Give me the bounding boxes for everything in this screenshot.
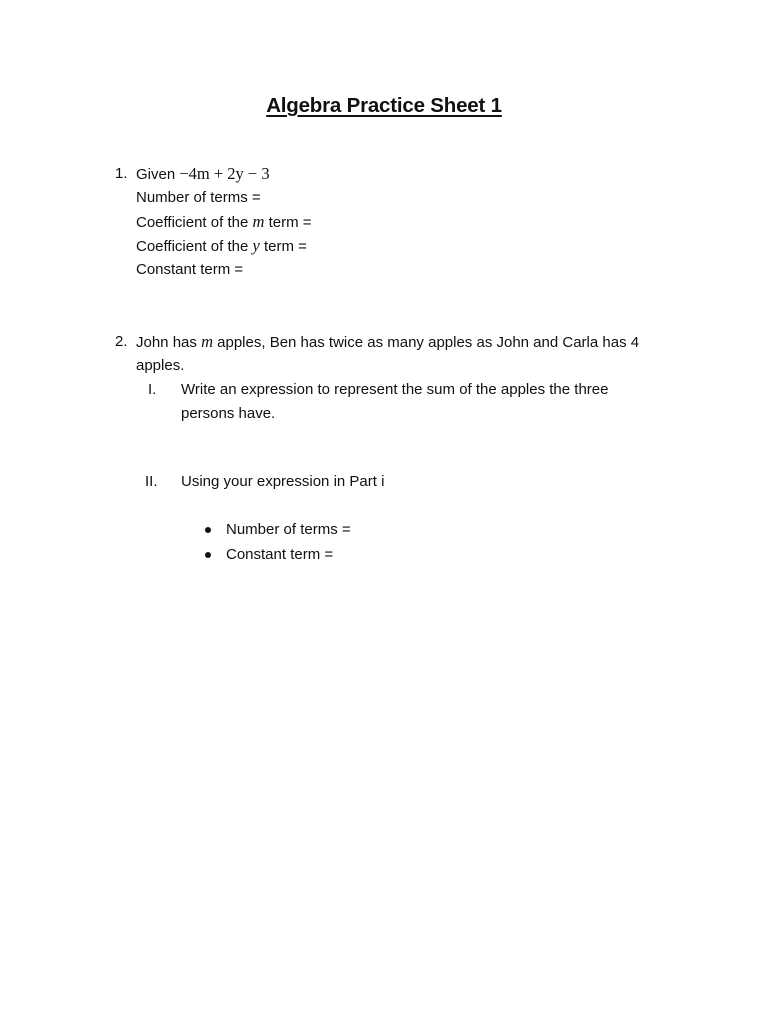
q1-constant-term: Constant term = <box>136 261 244 278</box>
q1-coefficient-m-suffix: term = <box>268 214 312 231</box>
q2-part1-line2: persons have. <box>181 405 276 422</box>
page-title: Algebra Practice Sheet 1 <box>266 94 502 117</box>
q2-text-after: apples, Ben has twice as many apples as John and Carla has 4 <box>217 334 640 351</box>
bullet-icon <box>205 527 211 533</box>
q2-part2-label: II. <box>145 473 158 490</box>
q2-part2-bullet-constant-term: Constant term = <box>226 546 334 563</box>
q1-coefficient-y-suffix: term = <box>263 238 307 255</box>
q1-expression: −4m + 2y − 3 <box>179 164 270 183</box>
q1-coefficient-m-label: Coefficient of the <box>136 214 249 231</box>
q1-number-of-terms: Number of terms = <box>136 189 261 206</box>
bullet-icon <box>205 552 211 558</box>
q1-coefficient-y-label: Coefficient of the <box>136 238 249 255</box>
q1-coefficient-m <box>136 212 312 233</box>
q2-number: 2. <box>115 333 128 350</box>
q2-text-before: John has <box>136 334 197 351</box>
q2-part1-label: I. <box>148 381 157 398</box>
q1-variable-m: m <box>252 212 265 231</box>
q2-text-line1 <box>136 332 639 353</box>
q2-part2-bullet-number-of-terms: Number of terms = <box>226 521 351 538</box>
q1-given-label: Given <box>136 166 176 183</box>
q1-variable-y: y <box>252 236 260 255</box>
q2-part2-text: Using your expression in Part i <box>181 473 385 490</box>
q2-variable-m: m <box>201 332 213 351</box>
q1-coefficient-y <box>136 236 307 257</box>
q2-text-line2: apples. <box>136 357 185 374</box>
q2-part1-line1: Write an expression to represent the sum of the apples the three <box>181 381 609 398</box>
q1-number: 1. <box>115 165 128 182</box>
q1-given <box>136 164 270 185</box>
